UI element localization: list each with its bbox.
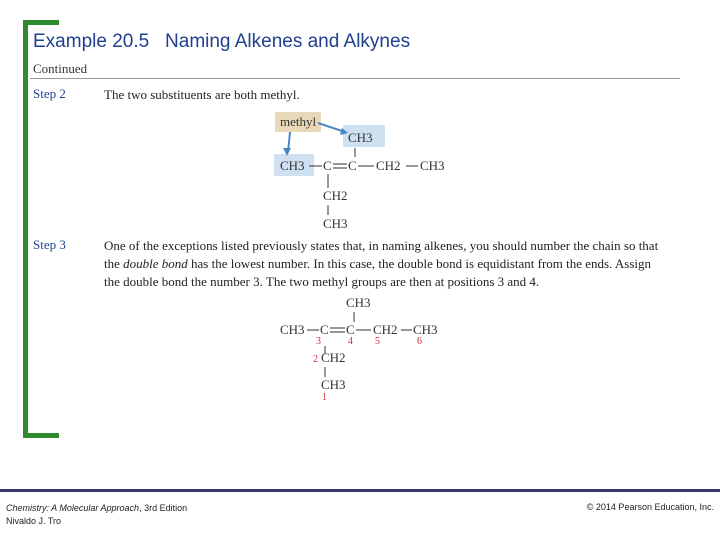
s2-ch3-right: CH3	[413, 322, 438, 337]
footer-book-title: Chemistry: A Molecular Approach	[6, 503, 140, 513]
example-number: Example 20.5	[33, 31, 150, 52]
s1-ch2: CH2	[376, 158, 401, 173]
locant-6: 6	[417, 336, 422, 347]
s2-c2: C	[346, 322, 355, 337]
structure-2-diagram	[270, 292, 450, 404]
locant-5: 5	[375, 336, 380, 347]
green-bracket-top	[23, 20, 59, 25]
footer-bar	[0, 489, 720, 492]
slide-title	[33, 31, 410, 53]
s2-ch2-down: CH2	[321, 350, 346, 365]
s1-ch3-left: CH3	[280, 158, 305, 173]
s1-ch2-down: CH2	[323, 188, 348, 203]
locant-1: 1	[322, 392, 327, 403]
step-2-text: The two substituents are both methyl.	[104, 87, 300, 102]
step-3-text-part-2: has the lowest number. In this case, the double bond is equidistant from the ends. Assign the double bond the number 3. The two methyl groups are then at positions 3 and 4.	[104, 256, 652, 289]
continued-label: Continued	[33, 61, 88, 76]
s2-c1: C	[320, 322, 329, 337]
locant-4: 4	[348, 336, 353, 347]
locant-2: 2	[313, 354, 318, 365]
green-bracket-bottom	[23, 433, 59, 438]
locant-3: 3	[316, 336, 321, 347]
step-3-label: Step 3	[33, 237, 66, 252]
s1-c2: C	[348, 158, 357, 173]
methyl-tag-label: methyl	[280, 114, 317, 129]
example-title: Naming Alkenes and Alkynes	[165, 31, 411, 52]
footer-citation	[6, 502, 187, 528]
footer-copyright: © 2014 Pearson Education, Inc.	[586, 502, 714, 512]
s1-ch3-right: CH3	[420, 158, 445, 173]
structure-1-diagram	[260, 108, 460, 234]
green-bracket-vertical	[23, 20, 28, 438]
s1-ch3-top: CH3	[348, 130, 373, 145]
step-3-text	[104, 237, 669, 291]
footer-author: Nivaldo J. Tro	[6, 516, 62, 526]
s1-ch3-down: CH3	[323, 216, 348, 231]
s2-ch3-down: CH3	[321, 377, 346, 392]
s2-ch3-top: CH3	[346, 295, 371, 310]
footer-edition: , 3rd Edition	[139, 503, 188, 513]
step-3-text-part-1: One of the exceptions listed previously states that, in naming alkenes, you should number the chain so that the	[104, 238, 659, 271]
s2-ch3-left: CH3	[280, 322, 305, 337]
step-2-label: Step 2	[33, 86, 66, 101]
s2-ch2: CH2	[373, 322, 398, 337]
s1-c1: C	[323, 158, 332, 173]
step-3-text-emphasis: double bond	[123, 256, 188, 271]
arrow-to-top-methyl	[318, 123, 345, 132]
header-rule	[30, 78, 680, 79]
